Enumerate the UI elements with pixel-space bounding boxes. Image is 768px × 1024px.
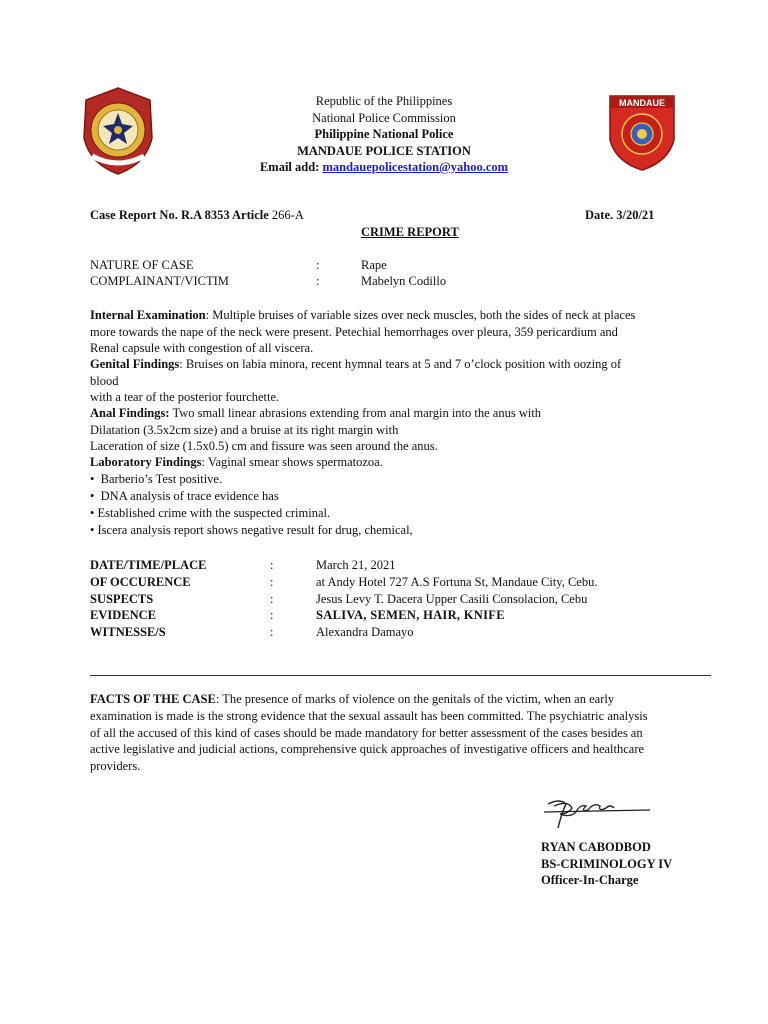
lab-bullet-text: Established crime with the suspected criminal. xyxy=(97,506,331,520)
genital-findings-text: : Bruises on labia minora, recent hymnal tears at 5 and 7 o’clock position with oozing of xyxy=(179,357,622,371)
internal-exam-label: Internal Examination xyxy=(90,308,206,322)
case-number xyxy=(90,207,304,224)
header-email-line xyxy=(0,159,768,176)
detail-label-occurence: OF OCCURENCE xyxy=(90,575,191,589)
anal-findings-line3: Laceration of size (1.5x0.5) cm and fissure was seen around the anus. xyxy=(90,439,438,453)
signatory-course: BS-CRIMINOLOGY IV xyxy=(541,856,673,871)
internal-exam-line1 xyxy=(90,307,635,324)
detail-colon: : xyxy=(270,608,274,622)
internal-exam-line2: more towards the nape of the neck were present. Petechial hemorrhages over pleura, 359 pericardium and xyxy=(90,324,618,339)
lab-bullet-text: DNA analysis of trace evidence has xyxy=(97,489,279,503)
handwritten-signature xyxy=(540,790,660,836)
lab-bullet-item: • Barberio’s Test positive. xyxy=(90,472,223,486)
field-value-nature: Rape xyxy=(361,258,387,272)
facts-line4: active legislative and judicial actions, comprehensive quick approaches of investigative officers and healthcare xyxy=(90,742,645,756)
lab-bullet-item: • DNA analysis of trace evidence has xyxy=(90,489,279,503)
section-divider xyxy=(90,675,711,676)
detail-label-date: DATE/TIME/PLACE xyxy=(90,558,207,572)
detail-label-suspects: SUSPECTS xyxy=(90,591,154,606)
case-date: Date. 3/20/21 xyxy=(585,208,655,222)
facts-text: : The presence of marks of violence on the genitals of the victim, when an early xyxy=(215,692,615,706)
signatory-name: RYAN CABODBOD xyxy=(541,840,651,854)
case-article: 266-A xyxy=(271,208,304,222)
header-station: MANDAUE POLICE STATION xyxy=(297,143,471,158)
lab-bullet-text: Iscera analysis report shows negative result for drug, chemical, xyxy=(97,523,413,537)
anal-findings-label: Anal Findings: xyxy=(90,406,170,420)
detail-label-evidence: EVIDENCE xyxy=(90,608,156,622)
field-colon: : xyxy=(316,258,320,272)
mandaue-logo-title: MANDAUE xyxy=(619,98,665,108)
detail-colon: : xyxy=(270,625,274,639)
report-title: CRIME REPORT xyxy=(361,225,459,239)
detail-value-witness: Alexandra Damayo xyxy=(316,625,414,639)
facts-label: FACTS OF THE CASE xyxy=(90,692,216,706)
lab-findings-label: Laboratory Findings xyxy=(90,455,202,469)
header-republic: Republic of the Philippines xyxy=(315,94,453,108)
genital-findings-line3: with a tear of the posterior fourchette. xyxy=(90,390,280,404)
anal-findings-line1 xyxy=(90,405,541,422)
header-commission: National Police Commission xyxy=(312,110,456,125)
lab-bullet-item: • Established crime with the suspected criminal. xyxy=(90,506,331,520)
genital-findings-line2: blood xyxy=(90,373,119,388)
detail-label-witness: WITNESSE/S xyxy=(90,625,166,639)
detail-value-suspects: Jesus Levy T. Dacera Upper Casili Consolacion, Cebu xyxy=(316,591,588,606)
header-pnp: Philippine National Police xyxy=(314,127,454,141)
signatory-position: Officer-In-Charge xyxy=(541,873,639,887)
lab-bullet-text: Barberio’s Test positive. xyxy=(100,472,223,486)
facts-line3: of all the accused of this kind of cases should be made mandatory for better assessment of the cases besides an xyxy=(90,725,643,740)
anal-findings-text: Two small linear abrasions extending from anal margin into the anus with xyxy=(169,406,542,420)
internal-exam-line3: Renal capsule with congestion of all viscera. xyxy=(90,341,314,355)
detail-value-place: at Andy Hotel 727 A.S Fortuna St, Mandaue City, Cebu. xyxy=(316,575,598,589)
genital-findings-line1 xyxy=(90,356,621,373)
case-number-label: Case Report No. R.A 8353 Article xyxy=(90,208,269,222)
facts-line2: examination is made is the strong evidence that the sexual assault has been committed. The psychiatric analysis xyxy=(90,709,648,723)
anal-findings-line2: Dilatation (3.5x2cm size) and a bruise at its right margin with xyxy=(90,422,399,437)
lab-bullet-item: • Iscera analysis report shows negative result for drug, chemical, xyxy=(90,523,413,537)
internal-exam-text: : Multiple bruises of variable sizes over neck muscles, both the sides of neck at places xyxy=(205,308,636,322)
field-colon: : xyxy=(316,274,320,288)
detail-value-evidence: SALIVA, SEMEN, HAIR, KNIFE xyxy=(316,608,505,622)
field-label-nature: NATURE OF CASE xyxy=(90,258,194,272)
email-label: Email add: xyxy=(259,160,320,174)
detail-colon: : xyxy=(270,575,274,589)
lab-findings-line1 xyxy=(90,454,383,471)
facts-line5: providers. xyxy=(90,758,141,773)
detail-colon: : xyxy=(270,591,274,606)
detail-value-date: March 21, 2021 xyxy=(316,558,396,572)
genital-findings-label: Genital Findings xyxy=(90,357,180,371)
email-link[interactable]: mandauepolicestation@yahoo.com xyxy=(322,160,509,174)
detail-colon: : xyxy=(270,558,274,572)
lab-findings-text: : Vaginal smear shows spermatozoa. xyxy=(201,455,383,469)
field-label-complainant: COMPLAINANT/VICTIM xyxy=(90,274,229,288)
facts-line1 xyxy=(90,691,614,708)
field-value-complainant: Mabelyn Codillo xyxy=(361,274,447,288)
